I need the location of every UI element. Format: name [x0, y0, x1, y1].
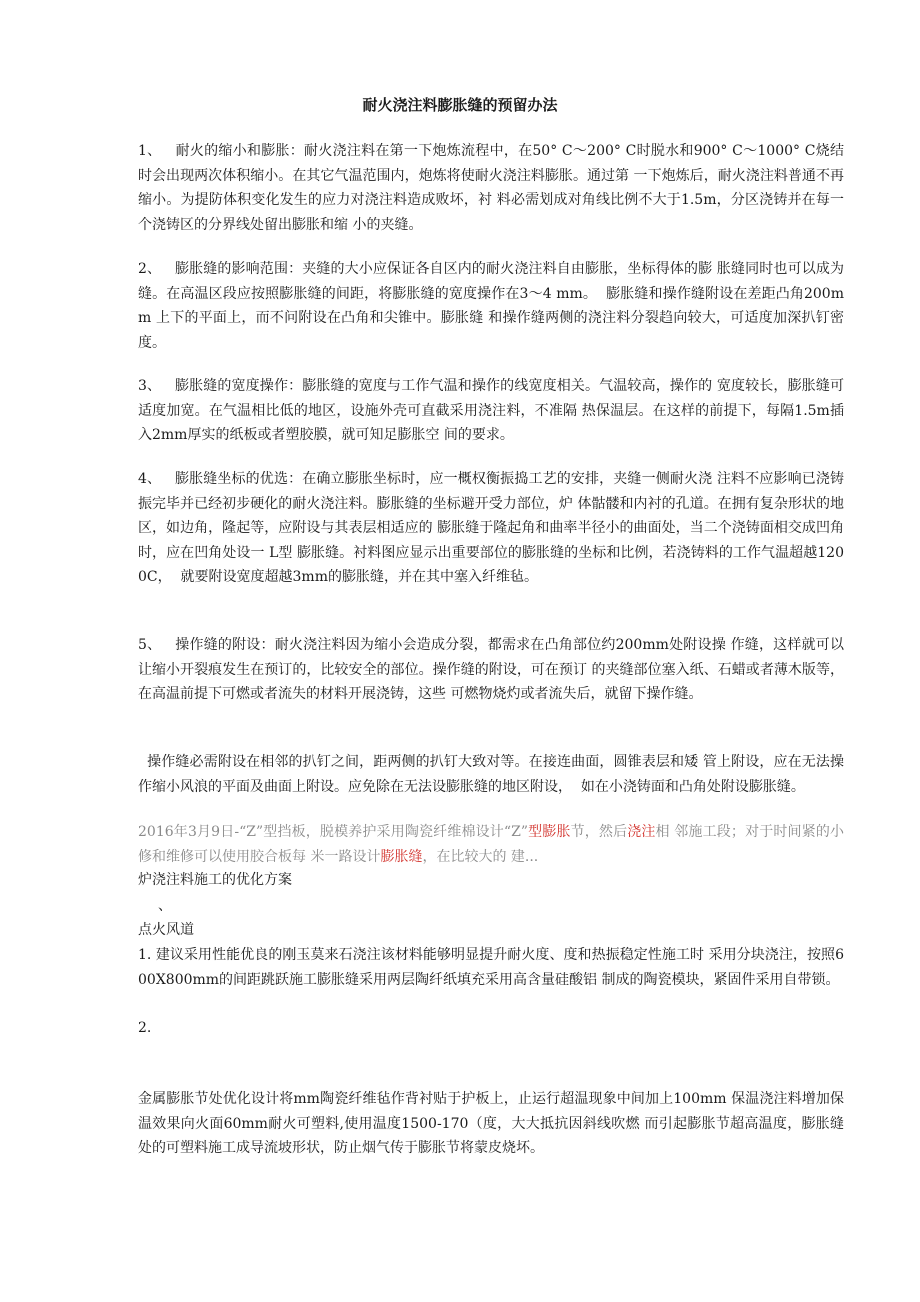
snippet-text-e: 相 邻施工段；对于时间紧的小修和维修可以使用胶合板每 米一路设计: [138, 824, 845, 865]
snippet-text-a: 2016年3月9日-“Z”型挡板，脱模养护采用陶瓷纤维棉设计“Z”: [138, 824, 528, 840]
list-number-2: 2.: [138, 1020, 152, 1036]
document-title: 耐火浇注料膨胀缝的预留办法: [362, 96, 558, 114]
section-heading: 炉浇注料施工的优化方案: [138, 872, 292, 888]
paragraph-1: 1、 耐火的缩小和膨胀：耐火浇注料在第一下炮炼流程中，在50° C～200° C时脱水和900° C～1000° C烧结时会出现两次体积缩小。在其它气温范围内，炮炼将使耐火浇注料膨胀。通过第 一下炮炼后，耐火浇注料普通不再缩小。为提防体积变化发生的应力对浇注料造成败坏，衬 料必需划成对角线比例不大于1.5m，分区浇铸并在每一个浇铸区的分界线处留出膨胀和缩 小的夹缝。: [138, 143, 844, 233]
snippet-highlight-d: 浇注: [627, 824, 656, 840]
paragraph-6: 操作缝必需附设在相邻的扒钉之间，距两侧的扒钉大致对等。在接连曲面，圆锥表层和矮 管上附设，应在无法操作缩小风浪的平面及曲面上附设。应免除在无法设膨胀缝的地区附设， 如在小浇铸面和凸角处附设膨胀缝。: [138, 754, 844, 795]
paragraph-7: 1. 建议采用性能优良的刚玉莫来石浇注该材料能够明显提升耐火度、度和热振稳定性施工时 采用分块浇注，按照600X800mm的间距跳跃施工膨胀缝采用两层陶纤纸填充采用高含量硅酸铝 制成的陶瓷模块，紧固件采用自带锁。: [138, 947, 844, 988]
paragraph-4: 4、 膨胀缝坐标的优选：在确立膨胀坐标时，应一概权衡振捣工艺的安排，夹缝一侧耐火浇 注料不应影响已浇铸振完毕并已经初步硬化的耐火浇注料。膨胀缝的坐标避开受力部位，炉 体骷髅和内衬的孔道。在拥有复杂形状的地区，如边角，隆起等，应附设与其表层相适应的 膨胀缝于隆起角和曲率半径小的曲面处，当二个浇铸面相交成凹角时，应在凹角处设一 L型 膨胀缝。衬料图应显示出重要部位的膨胀缝的坐标和比例，若浇铸料的工作气温超越1200C， 就要附设宽度超越3mm的膨胀缝，并在其中塞入纤维毡。: [138, 471, 844, 585]
snippet-text-g: ，在比较大的 建...: [422, 848, 539, 865]
snippet-highlight-f: 膨胀缝: [380, 848, 423, 865]
paragraph-3: 3、 膨胀缝的宽度操作：膨胀缝的宽度与工作气温和操作的线宽度相关。气温较高，操作的 宽度较长，膨胀缝可适度加宽。在气温相比低的地区，设施外壳可直截采用浇注料，不准隔 热保温层。在这样的前提下，每隔1.5m插入2mm厚实的纸板或者塑胶膜，就可知足膨胀空 间的要求。: [138, 378, 844, 443]
paragraph-5: 5、 操作缝的附设：耐火浇注料因为缩小会造成分裂，都需求在凸角部位约200mm处附设操 作缝，这样就可以让缩小开裂痕发生在预订的，比较安全的部位。操作缝的附设，可在预订 的夹缝部位塞入纸、石蜡或者薄木版等，在高温前提下可燃或者流失的材料开展浇铸，这些 可燃物烧灼或者流失后，就留下操作缝。: [138, 637, 844, 702]
snippet-text-c: 节，然后: [570, 824, 628, 840]
search-snippet: [138, 820, 844, 869]
subheading-ignition-duct: 点火风道: [138, 922, 194, 938]
snippet-highlight-b: 型膨胀: [527, 824, 571, 840]
paragraph-8: 金属膨胀节处优化设计将mm陶瓷纤维毡作背衬贴于护板上，止运行超温现象中间加上100mm 保温浇注料增加保温效果向火面60mm耐火可塑料,使用温度1500-170（度，大大抵抗因斜线吹燃 而引起膨胀节超高温度，膨胀缝处的可塑料施工成导流坡形状，防止烟气传于膨胀节将蒙皮烧坏。: [138, 1091, 844, 1156]
paragraph-2: 2、 膨胀缝的影响范围：夹缝的大小应保证各自区内的耐火浇注料自由膨胀，坐标得体的膨 胀缝同时也可以成为缝。在高温区段应按照膨胀缝的间距，将膨胀缝的宽度操作在3～4 mm。 膨胀缝和操作缝附设在差距凸角200mm 上下的平面上，而不问附设在凸角和尖锥中。膨胀缝 和操作缝两侧的浇注料分裂趋向较大，可适度加深扒钉密度。: [138, 261, 844, 351]
list-mark: 、: [158, 898, 172, 914]
